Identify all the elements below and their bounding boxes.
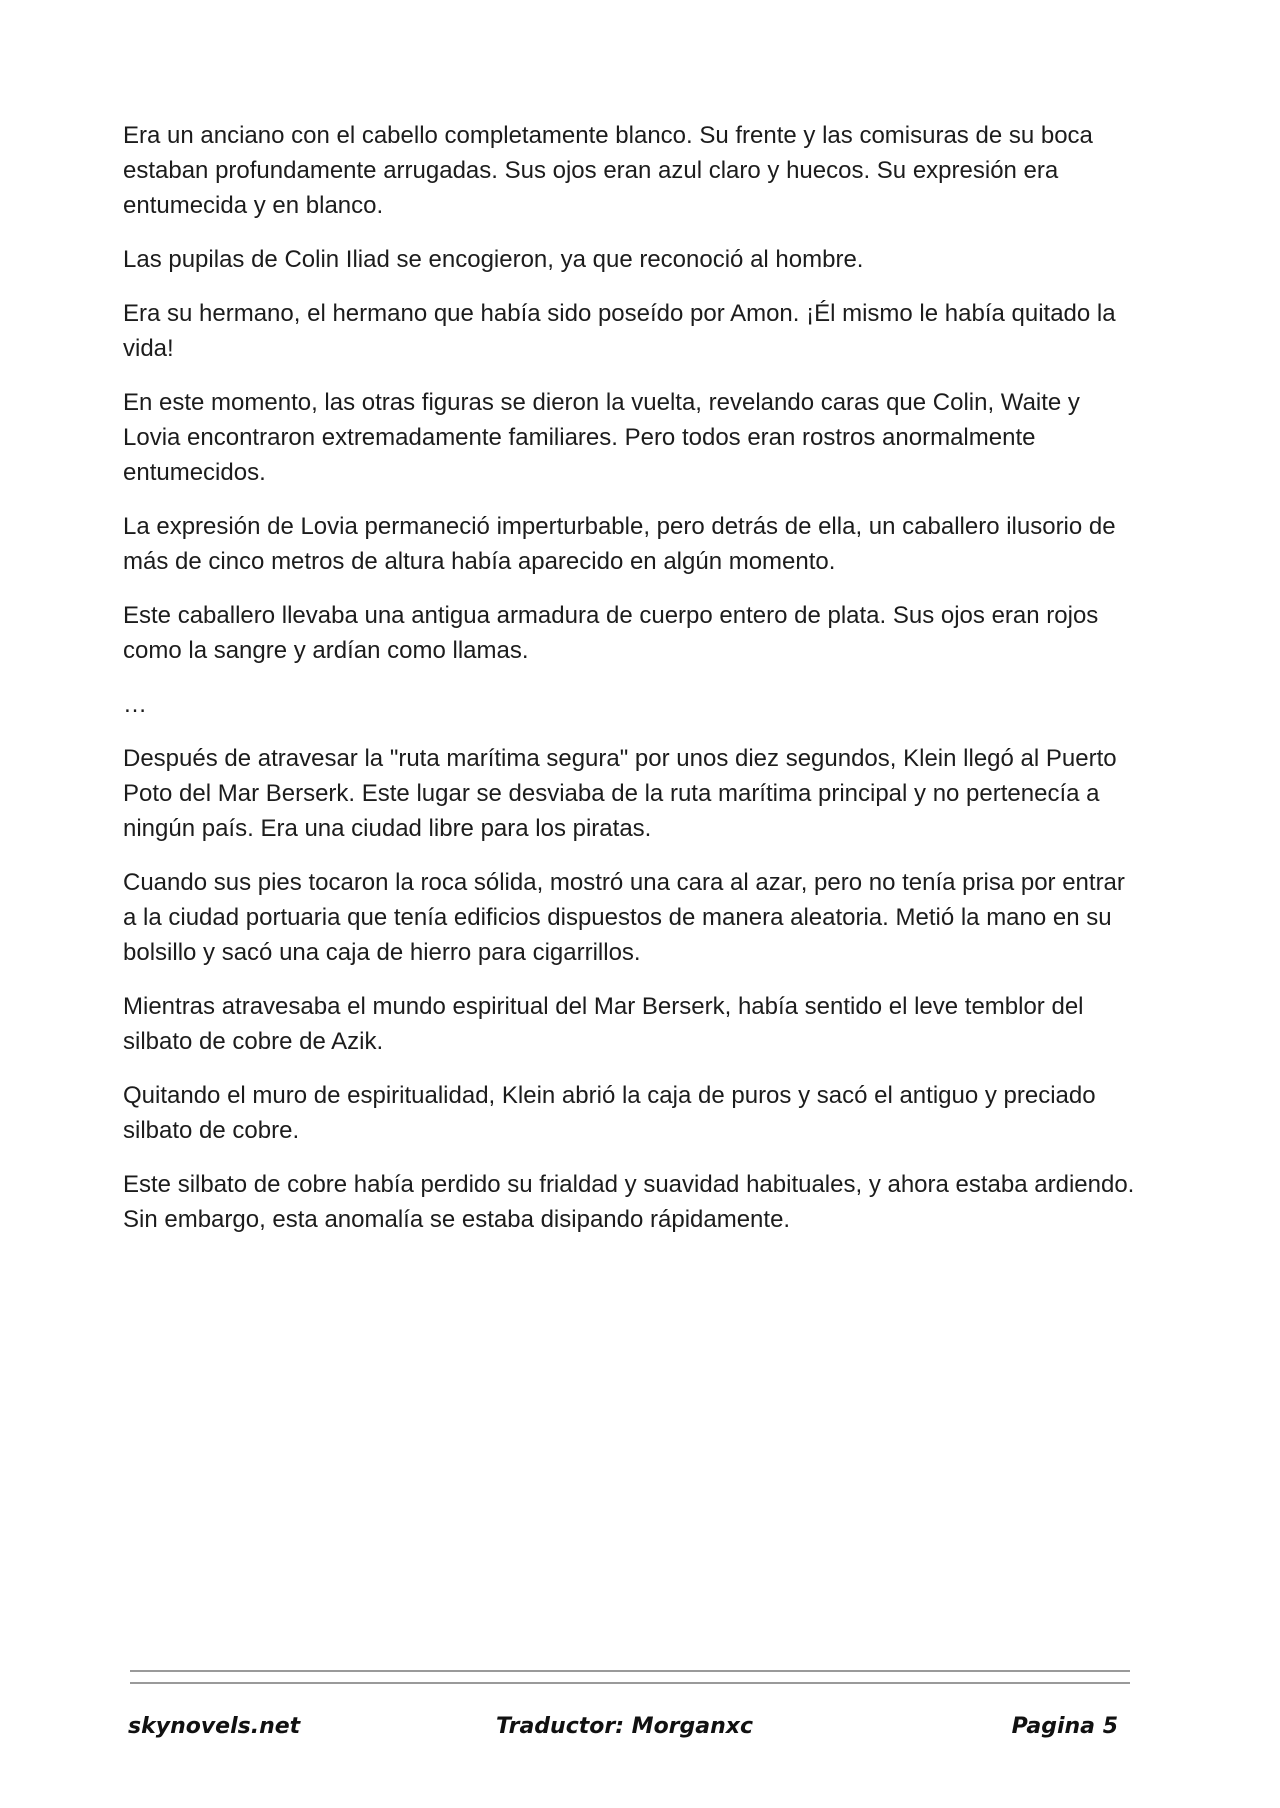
paragraph-4: En este momento, las otras figuras se dieron la vuelta, revelando caras que Colin, Waite y Lovia encontraron extremadamente familiares. Pero todos eran rostros anormalmente entumecidos.	[123, 389, 1080, 486]
footer-rule-top	[130, 1670, 1130, 1672]
paragraph-7: Después de atravesar la "ruta marítima segura" por unos diez segundos, Klein llegó al Puerto Poto del Mar Berserk. Este lugar se desviaba de la ruta marítima principal y no pertenecía a ningún país. Era una ciudad libre para los piratas.	[123, 745, 1117, 842]
paragraph-9: Mientras atravesaba el mundo espiritual del Mar Berserk, había sentido el leve temblor del silbato de cobre de Azik.	[123, 993, 1084, 1055]
footer-divider	[130, 1670, 1130, 1684]
paragraph-3: Era su hermano, el hermano que había sido poseído por Amon. ¡Él mismo le había quitado la vida!	[123, 300, 1116, 362]
footer-translator: Traductor: Morganxc	[496, 1714, 754, 1739]
paragraph-8: Cuando sus pies tocaron la roca sólida, mostró una cara al azar, pero no tenía prisa por entrar a la ciudad portuaria que tenía edificios dispuestos de manera aleatoria. Metió la mano en su bolsillo y sacó una caja de hierro para cigarrillos.	[123, 869, 1125, 966]
paragraph-11: Este silbato de cobre había perdido su frialdad y suavidad habituales, y ahora estaba ardiendo. Sin embargo, esta anomalía se estaba disipando rápidamente.	[123, 1171, 1135, 1233]
page-number: Pagina 5	[1011, 1714, 1118, 1739]
paragraph-6: Este caballero llevaba una antigua armadura de cuerpo entero de plata. Sus ojos eran rojos como la sangre y ardían como llamas.	[123, 602, 1099, 664]
document-body	[123, 118, 1143, 1256]
paragraph-10: Quitando el muro de espiritualidad, Klein abrió la caja de puros y sacó el antiguo y preciado silbato de cobre.	[123, 1082, 1096, 1144]
scene-break: …	[123, 691, 147, 718]
paragraph-2: Las pupilas de Colin Iliad se encogieron, ya que reconoció al hombre.	[123, 246, 864, 273]
paragraph-1: Era un anciano con el cabello completamente blanco. Su frente y las comisuras de su boca estaban profundamente arrugadas. Sus ojos eran azul claro y huecos. Su expresión era entumecida y en blanco.	[123, 122, 1093, 219]
page-footer	[128, 1714, 1118, 1750]
footer-rule-bottom	[130, 1682, 1130, 1684]
footer-site: skynovels.net	[128, 1714, 301, 1739]
paragraph-5: La expresión de Lovia permaneció imperturbable, pero detrás de ella, un caballero ilusorio de más de cinco metros de altura había aparecido en algún momento.	[123, 513, 1116, 575]
